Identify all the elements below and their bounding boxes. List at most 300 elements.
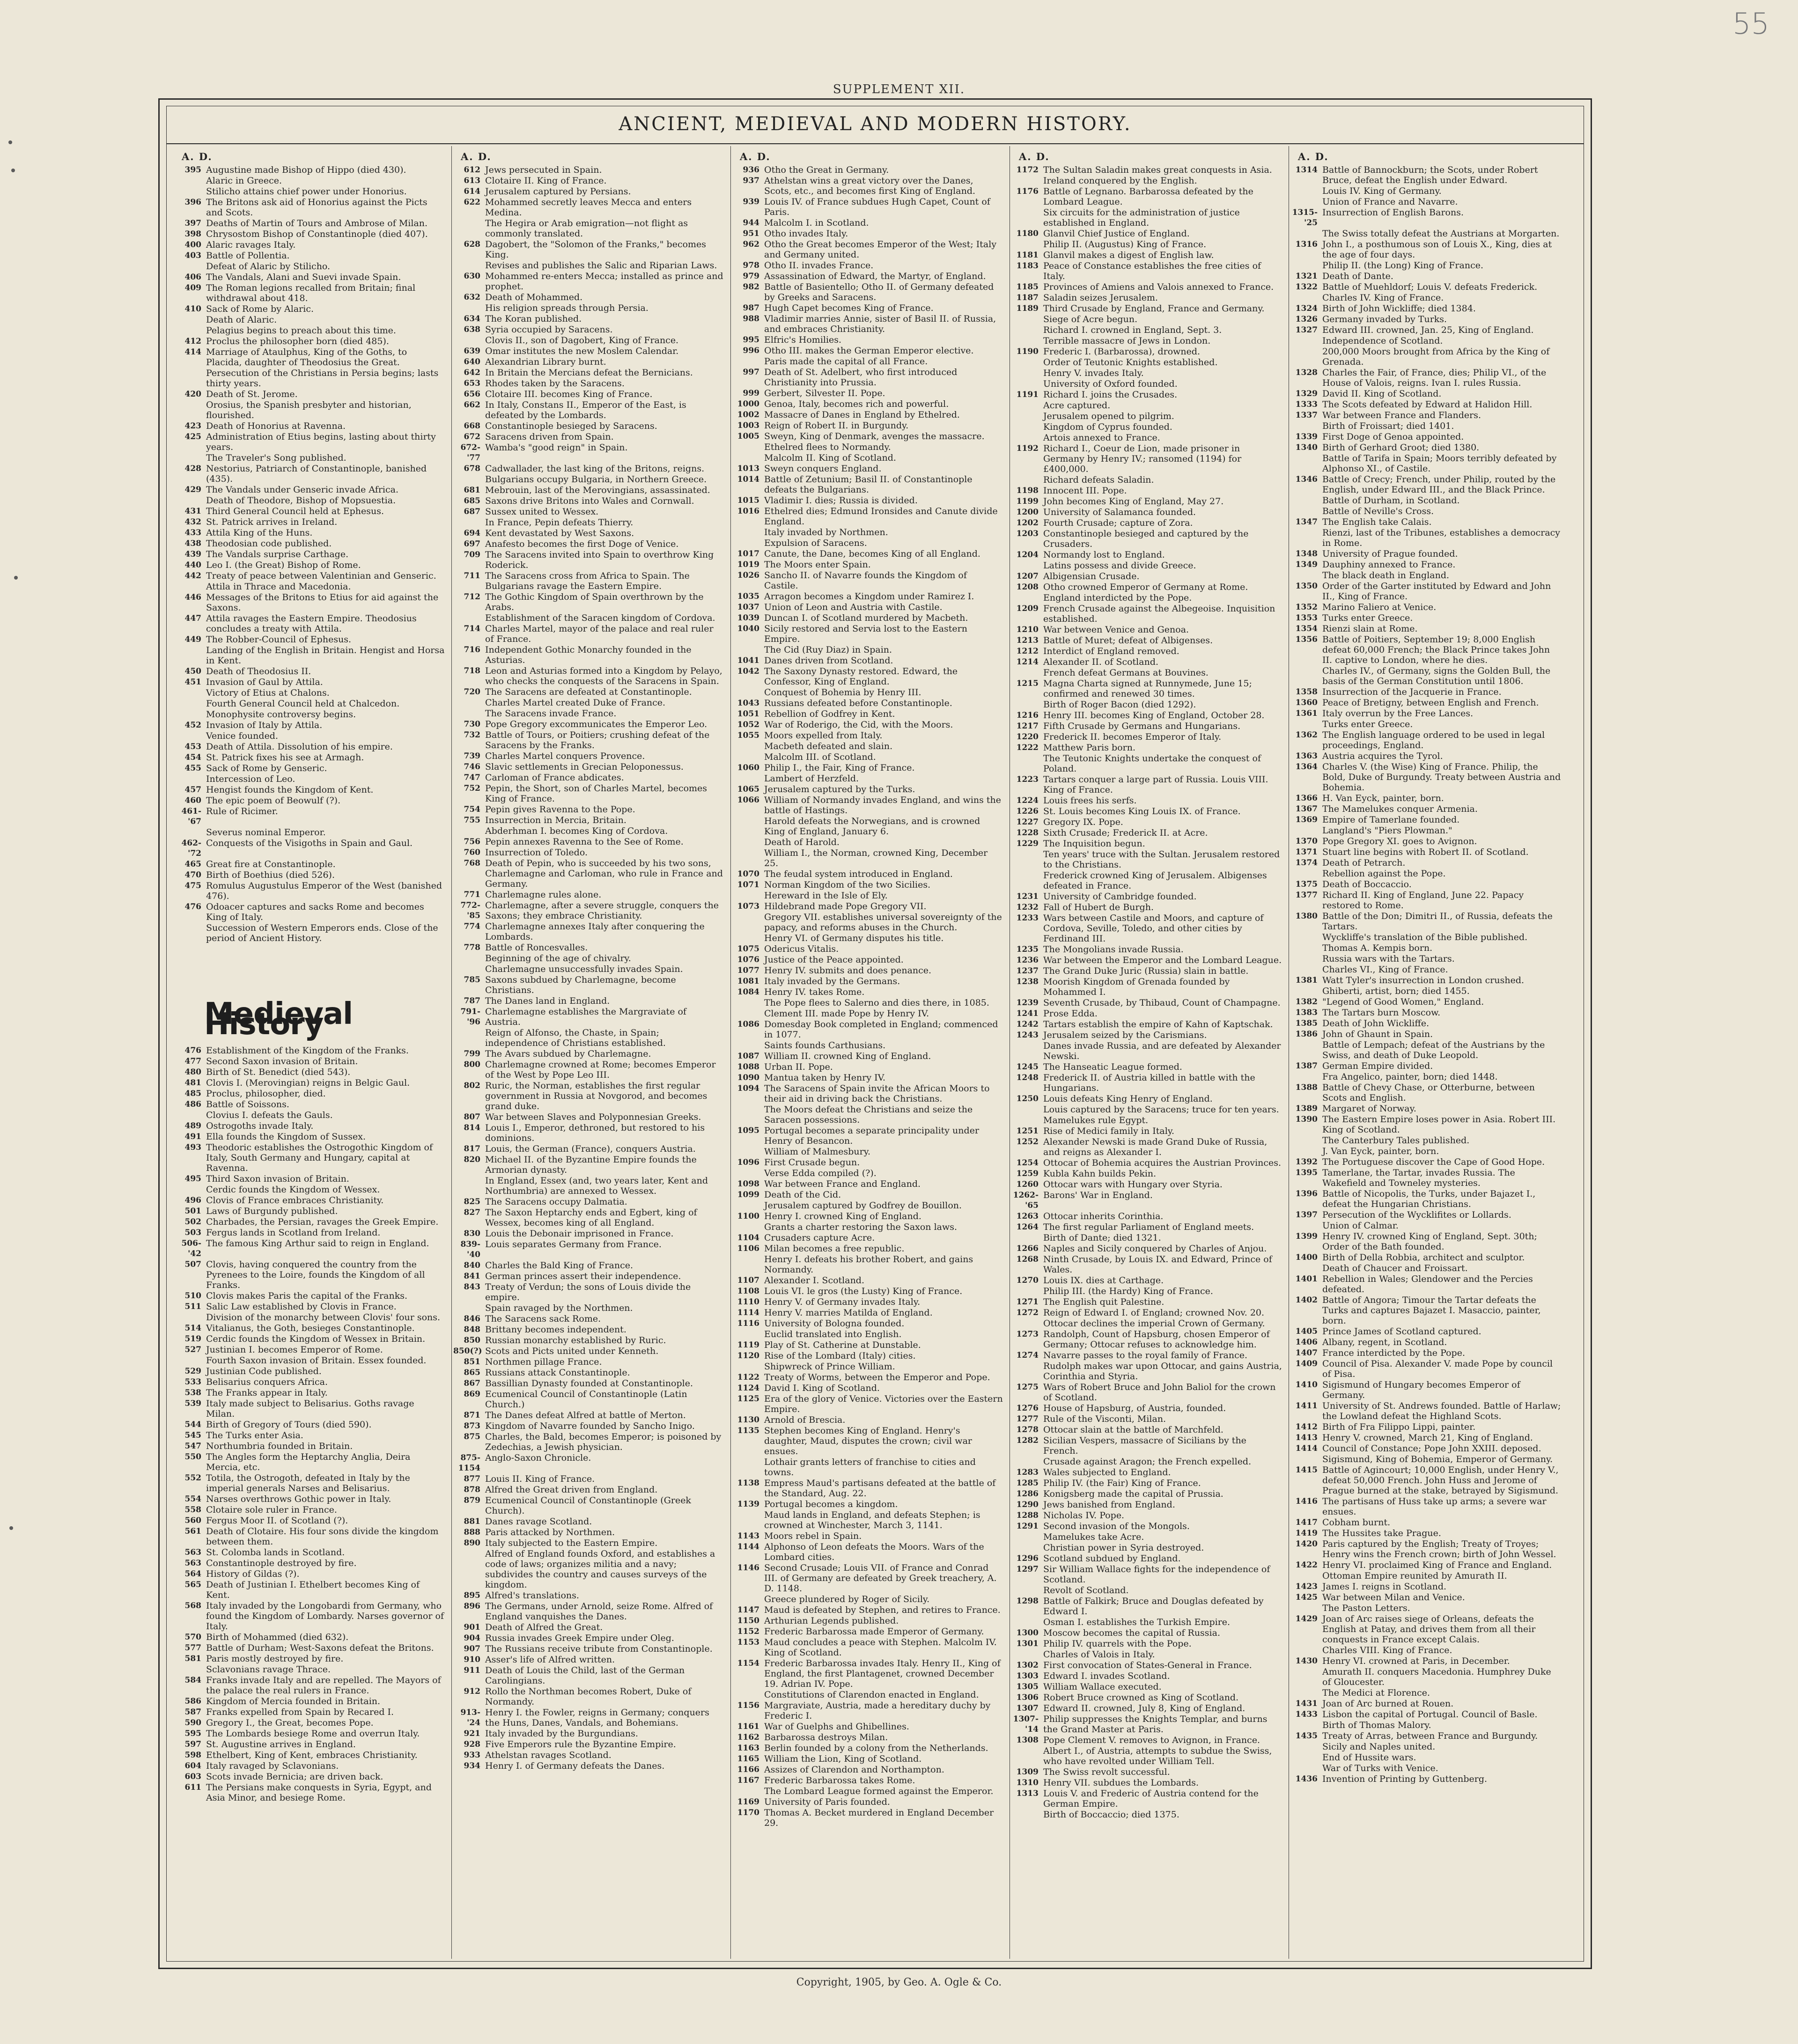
entry-year bbox=[453, 708, 485, 719]
entry-event: Pepin annexes Ravenna to the See of Rome. bbox=[485, 837, 684, 847]
entry-event: Birth of Dante; died 1321. bbox=[1043, 1233, 1161, 1243]
timeline-entry bbox=[1290, 997, 1564, 1007]
entry-event: Battle of Durham; West-Saxons defeat the Britons. bbox=[206, 1643, 434, 1653]
timeline-entry bbox=[453, 496, 727, 506]
entry-year: 1364 bbox=[1295, 762, 1318, 772]
timeline-entry bbox=[453, 1176, 727, 1196]
timeline-entry bbox=[1011, 668, 1285, 678]
entry-year: 1381 bbox=[1295, 976, 1318, 985]
timeline-entry bbox=[732, 869, 1006, 879]
timeline-entry bbox=[453, 1112, 727, 1122]
entry-year: 439 bbox=[184, 550, 201, 559]
timeline-entry bbox=[1011, 560, 1285, 571]
entry-event: Frederick II. becomes Emperor of Italy. bbox=[1043, 732, 1222, 742]
entry-year: 1213 bbox=[1016, 636, 1039, 645]
entry-event: Ottocar wars with Hungary over Styria. bbox=[1043, 1179, 1223, 1190]
timeline-entry bbox=[1290, 1082, 1564, 1103]
entry-event: The famous King Arthur said to reign in England. bbox=[206, 1238, 429, 1249]
entry-event: War between Slaves and Polyponnesian Greeks. bbox=[485, 1112, 701, 1122]
entry-event: Russian monarchy established by Ruric. bbox=[485, 1335, 666, 1346]
entry-event: Birth of John Wickliffe; died 1384. bbox=[1322, 303, 1476, 314]
timeline-entry bbox=[1011, 1767, 1285, 1777]
entry-year: 642 bbox=[464, 368, 480, 377]
timeline-entry bbox=[174, 1750, 448, 1760]
entry-year: 1075 bbox=[737, 944, 759, 954]
entry-event: Abderhman I. becomes King of Cordova. bbox=[485, 826, 668, 836]
timeline-entry bbox=[174, 400, 448, 420]
entry-event: Charlemagne establishes the Margraviate of Austria. bbox=[485, 1007, 686, 1027]
entry-event: Leo I. (the Great) Bishop of Rome. bbox=[206, 560, 361, 570]
entry-year: 420 bbox=[184, 390, 201, 399]
entry-year bbox=[732, 1690, 764, 1700]
timeline-entry bbox=[732, 1361, 1006, 1372]
timeline-entry bbox=[174, 592, 448, 613]
entry-year: 545 bbox=[184, 1431, 201, 1440]
entry-event: Second Crusade; Louis VII. of France and Conrad III. of Germany are defeated by Greek treachery, A. D. 1148. bbox=[764, 1563, 997, 1594]
entry-event: Charles VI., King of France. bbox=[1322, 964, 1448, 975]
entry-event: Jerusalem captured by the Turks. bbox=[764, 784, 915, 794]
timeline-entry bbox=[1011, 303, 1285, 314]
timeline-entry bbox=[732, 442, 1006, 452]
margin-dot bbox=[8, 140, 12, 144]
entry-event: Malcolm III. of Scotland. bbox=[764, 752, 876, 762]
entry-year bbox=[1011, 379, 1043, 389]
column-divider bbox=[451, 146, 452, 1959]
timeline-entry bbox=[1011, 1094, 1285, 1104]
timeline-entry bbox=[174, 859, 448, 869]
entry-year bbox=[732, 1361, 764, 1372]
timeline-entry bbox=[174, 1430, 448, 1441]
entry-event: The Roman legions recalled from Britain; final withdrawal about 418. bbox=[206, 283, 416, 303]
timeline-entry bbox=[732, 1616, 1006, 1626]
entry-year: 995 bbox=[743, 335, 759, 345]
entry-year bbox=[453, 218, 485, 239]
timeline-entry bbox=[1011, 1008, 1285, 1019]
timeline-entry bbox=[1011, 753, 1285, 774]
entry-event: Hengist founds the Kingdom of Kent. bbox=[206, 785, 374, 795]
entry-year: 1286 bbox=[1016, 1489, 1039, 1499]
timeline-entry bbox=[453, 550, 727, 570]
timeline-entry bbox=[453, 1665, 727, 1686]
timeline-entry bbox=[453, 1601, 727, 1622]
entry-year: 820 bbox=[464, 1155, 480, 1164]
entry-year: 1169 bbox=[737, 1797, 759, 1807]
entry-year: 470 bbox=[184, 870, 201, 880]
timeline-entry bbox=[453, 1207, 727, 1228]
timeline-entry bbox=[1011, 1019, 1285, 1029]
entry-year: 988 bbox=[743, 314, 759, 324]
entry-event: Death of Dante. bbox=[1322, 271, 1393, 281]
entry-event: Russians defeated before Constantinople. bbox=[764, 698, 952, 708]
timeline-entry bbox=[174, 1099, 448, 1110]
entry-event: Wars of Robert Bruce and John Baliol for the crown of Scotland. bbox=[1043, 1382, 1276, 1403]
entry-year: 1000 bbox=[737, 399, 759, 409]
entry-year: 550 bbox=[184, 1452, 201, 1462]
entry-event: Russia invades Greek Empire under Oleg. bbox=[485, 1633, 674, 1643]
timeline-entry bbox=[1290, 293, 1564, 303]
entry-event: England interdicted by the Pope. bbox=[1043, 593, 1192, 603]
timeline-entry bbox=[732, 591, 1006, 602]
entry-event: Louis V. and Frederic of Austria contend for the German Empire. bbox=[1043, 1788, 1259, 1809]
timeline-entry bbox=[1011, 1158, 1285, 1168]
entry-event: Philip II. (the Long) King of France. bbox=[1322, 260, 1483, 271]
entry-event: Fergus Moor II. of Scotland (?). bbox=[206, 1515, 348, 1526]
timeline-entry bbox=[1290, 1709, 1564, 1720]
entry-year bbox=[732, 1786, 764, 1796]
timeline-entry bbox=[453, 421, 727, 431]
entry-year bbox=[174, 1312, 206, 1323]
entry-event: Ghiberti, artist, born; died 1455. bbox=[1322, 986, 1470, 996]
timeline-entry bbox=[732, 527, 1006, 537]
entry-year: 921 bbox=[464, 1729, 480, 1738]
timeline-entry bbox=[1290, 260, 1564, 271]
timeline-entry bbox=[174, 229, 448, 239]
entry-event: Clovis, having conquered the country from the Pyrenees to the Loire, founds the Kingdom of all Franks. bbox=[206, 1259, 425, 1290]
entry-event: John becomes King of England, May 27. bbox=[1043, 496, 1224, 507]
entry-event: Clement III. made Pope by Henry IV. bbox=[764, 1008, 929, 1019]
timeline-entry bbox=[453, 1324, 727, 1335]
entry-year: 1143 bbox=[737, 1531, 759, 1541]
timeline-entry bbox=[1011, 176, 1285, 186]
entry-event: Hugh Capet becomes King of France. bbox=[764, 303, 934, 313]
entry-event: Otho the Great becomes Emperor of the West; Italy and Germany united. bbox=[764, 239, 997, 260]
timeline-entry bbox=[453, 890, 727, 900]
entry-event: Scots and Picts united under Kenneth. bbox=[485, 1346, 659, 1356]
entry-event: First convocation of States-General in France. bbox=[1043, 1660, 1252, 1670]
timeline-entry bbox=[1290, 1581, 1564, 1592]
timeline-entry bbox=[174, 1078, 448, 1088]
entry-year: 587 bbox=[184, 1707, 201, 1717]
entry-year: 1235 bbox=[1016, 945, 1039, 954]
timeline-entry bbox=[732, 431, 1006, 441]
timeline-entry bbox=[1011, 1671, 1285, 1681]
entry-year: 787 bbox=[464, 996, 480, 1006]
entry-event: Charles the Fair, of France, dies; Philip VI., of the House of Valois, reigns. Ivan I. rules Russia. bbox=[1322, 368, 1547, 388]
entry-event: The Scots defeated by Edward at Halidon Hill. bbox=[1322, 399, 1533, 410]
entry-year: 1300 bbox=[1016, 1628, 1039, 1638]
entry-year: 547 bbox=[184, 1441, 201, 1451]
entry-year: 1262-'65 bbox=[1013, 1191, 1039, 1210]
entry-year: 638 bbox=[464, 325, 480, 334]
entry-event: Henry V. of Germany invades Italy. bbox=[764, 1297, 921, 1307]
entry-year: 449 bbox=[184, 635, 201, 644]
timeline-entry bbox=[1290, 581, 1564, 602]
entry-event: David II. King of Scotland. bbox=[1322, 389, 1442, 399]
entry-year: 598 bbox=[184, 1750, 201, 1760]
entry-year: 538 bbox=[184, 1388, 201, 1397]
page-corner-number: 55 bbox=[1732, 7, 1769, 41]
entry-year bbox=[1011, 357, 1043, 368]
entry-year bbox=[1290, 1752, 1322, 1763]
entry-event: Pope Gregory excommunicates the Emperor Leo. bbox=[485, 719, 707, 729]
timeline-entry bbox=[732, 1308, 1006, 1318]
entry-year: 1055 bbox=[737, 731, 759, 740]
timeline-entry bbox=[453, 826, 727, 836]
timeline-entry bbox=[732, 1626, 1006, 1637]
entry-year: 1263 bbox=[1016, 1212, 1039, 1221]
timeline-entry bbox=[1290, 751, 1564, 761]
entry-year: 1165 bbox=[737, 1754, 759, 1764]
entry-event: Intercession of Leo. bbox=[206, 774, 295, 784]
entry-year: 1150 bbox=[737, 1616, 759, 1625]
entry-year: 1329 bbox=[1295, 389, 1318, 398]
timeline-entry bbox=[1011, 1456, 1285, 1467]
timeline-entry bbox=[732, 965, 1006, 976]
timeline-entry bbox=[1290, 1007, 1564, 1018]
timeline-entry bbox=[1011, 1126, 1285, 1136]
entry-year bbox=[732, 1200, 764, 1211]
timeline-entry bbox=[732, 228, 1006, 239]
entry-year: 1414 bbox=[1295, 1444, 1318, 1453]
entry-event: Italy invaded by the Germans. bbox=[764, 976, 900, 986]
entry-event: Wales subjected to England. bbox=[1043, 1467, 1171, 1478]
entry-event: War between the Emperor and the Lombard League. bbox=[1043, 955, 1282, 965]
entry-event: Attila ravages the Eastern Empire. Theodosius concludes a treaty with Attila. bbox=[206, 613, 417, 634]
timeline-entry bbox=[1011, 1809, 1285, 1820]
timeline-entry bbox=[732, 197, 1006, 217]
entry-event: Philip I., the Fair, King of France. bbox=[764, 763, 915, 773]
entry-year: 1162 bbox=[737, 1733, 759, 1742]
entry-year bbox=[1290, 1571, 1322, 1581]
entry-year: 1104 bbox=[737, 1233, 759, 1243]
timeline-entry bbox=[1290, 815, 1564, 825]
timeline-entry bbox=[1290, 389, 1564, 399]
entry-year: 1199 bbox=[1016, 497, 1039, 506]
entry-event: Barbarossa destroys Milan. bbox=[764, 1732, 888, 1743]
entry-year bbox=[732, 837, 764, 847]
entry-event: Bulgarians occupy Bulgaria, in Northern Greece. bbox=[485, 474, 707, 485]
entry-event: Venice founded. bbox=[206, 731, 279, 741]
entry-event: Norman Kingdom of the two Sicilies. bbox=[764, 880, 931, 890]
timeline-entry bbox=[174, 1056, 448, 1066]
timeline-entry bbox=[1011, 625, 1285, 635]
timeline-entry bbox=[1290, 687, 1564, 697]
timeline-entry bbox=[453, 762, 727, 772]
entry-event: Persecution of the Wycklifites or Lollards. bbox=[1322, 1210, 1511, 1220]
entry-year bbox=[1011, 1809, 1043, 1820]
entry-year bbox=[1011, 475, 1043, 485]
entry-year bbox=[1290, 1454, 1322, 1464]
timeline-entry bbox=[1290, 528, 1564, 548]
entry-year: 502 bbox=[184, 1217, 201, 1227]
entry-event: Wamba's "good reign" in Spain. bbox=[485, 442, 628, 453]
entry-event: Prose Edda. bbox=[1043, 1008, 1098, 1019]
entry-year: 718 bbox=[464, 666, 480, 676]
entry-event: The Moors defeat the Christians and seize the Saracen possessions. bbox=[764, 1104, 973, 1125]
entries bbox=[453, 165, 727, 1771]
entry-year: 533 bbox=[184, 1377, 201, 1387]
timeline-entry bbox=[1290, 1603, 1564, 1613]
entry-year bbox=[453, 953, 485, 963]
entry-event: Italy subjected to the Eastern Empire. bbox=[485, 1538, 658, 1548]
timeline-entry bbox=[174, 1558, 448, 1568]
entry-event: The Turks enter Asia. bbox=[206, 1430, 303, 1441]
timeline-entry bbox=[732, 506, 1006, 527]
entry-year: 771 bbox=[464, 890, 480, 899]
entry-year: 561 bbox=[184, 1527, 201, 1536]
timeline-entry bbox=[174, 1718, 448, 1728]
entry-year: 1144 bbox=[737, 1542, 759, 1551]
timeline-entry bbox=[453, 1197, 727, 1207]
entry-year bbox=[732, 1008, 764, 1019]
timeline-entry bbox=[732, 1510, 1006, 1530]
entry-event: Rule of Ricimer. bbox=[206, 806, 278, 816]
entry-event: Saxons drive Britons into Wales and Cornwall. bbox=[485, 496, 694, 506]
entry-event: Ottoman Empire reunited by Amurath II. bbox=[1322, 1571, 1507, 1581]
entry-year bbox=[1011, 849, 1043, 870]
entry-year bbox=[1290, 943, 1322, 953]
entry-year: 1013 bbox=[737, 464, 759, 473]
timeline-entry bbox=[453, 1260, 727, 1271]
entry-year: 1209 bbox=[1016, 604, 1039, 613]
timeline-entry bbox=[732, 837, 1006, 847]
entry-event: Glanvil makes a digest of English law. bbox=[1043, 250, 1214, 260]
entry-year bbox=[1011, 1115, 1043, 1125]
timeline-entry bbox=[1290, 836, 1564, 846]
timeline-entry bbox=[1290, 1380, 1564, 1400]
entry-event: Lisbon the capital of Portugal. Council of Basle. bbox=[1322, 1709, 1538, 1720]
entry-year: 1356 bbox=[1295, 635, 1318, 644]
entry-event: Glanvil Chief Justice of England. bbox=[1043, 228, 1190, 239]
entry-event: Danes ravage Scotland. bbox=[485, 1516, 592, 1527]
entry-year: 1005 bbox=[737, 432, 759, 441]
entry-event: Ottocar declines the imperial Crown of Germany. bbox=[1043, 1318, 1265, 1329]
entry-event: The English take Calais. bbox=[1322, 517, 1432, 527]
entry-event: The Hegira or Arab emigration—not flight as commonly translated. bbox=[485, 218, 688, 239]
timeline-entry bbox=[732, 1499, 1006, 1509]
entry-year: 613 bbox=[464, 176, 480, 185]
entry-year: 450 bbox=[184, 667, 201, 676]
entry-year: 1217 bbox=[1016, 721, 1039, 731]
entry-event: Attila in Thrace and Macedonia. bbox=[206, 581, 351, 592]
timeline-entry bbox=[1290, 1752, 1564, 1763]
entry-event: Union of Calmar. bbox=[1322, 1221, 1399, 1231]
entry-event: Italy overrun by the Free Lances. bbox=[1322, 708, 1474, 719]
entry-event: Athelstan ravages Scotland. bbox=[485, 1750, 612, 1760]
timeline-entry bbox=[1011, 828, 1285, 838]
entry-year: 496 bbox=[184, 1196, 201, 1205]
entry-event: Henry V. marries Matilda of England. bbox=[764, 1308, 933, 1318]
timeline-entry bbox=[732, 176, 1006, 196]
timeline-entry bbox=[1011, 891, 1285, 902]
entry-year bbox=[732, 1104, 764, 1125]
timeline-entry bbox=[732, 816, 1006, 837]
entry-year: 1402 bbox=[1295, 1295, 1318, 1305]
timeline-entry bbox=[453, 751, 727, 761]
entry-year bbox=[1011, 1649, 1043, 1660]
timeline-entry bbox=[174, 240, 448, 250]
timeline-entry bbox=[453, 1516, 727, 1527]
entry-year: 662 bbox=[464, 400, 480, 410]
entry-year: 685 bbox=[464, 496, 480, 506]
entry-year: 1315-'25 bbox=[1292, 208, 1318, 228]
timeline-entry bbox=[1011, 1788, 1285, 1809]
entry-event: Administration of Etius begins, lasting about thirty years. bbox=[206, 432, 436, 452]
timeline-entry bbox=[1011, 390, 1285, 400]
timeline-entry bbox=[174, 176, 448, 186]
timeline-entry bbox=[453, 1527, 727, 1537]
timeline-entry bbox=[1011, 593, 1285, 603]
entry-year: 1153 bbox=[737, 1638, 759, 1647]
entry-event: Sack of Rome by Genseric. bbox=[206, 763, 327, 773]
entry-event: Bassillian Dynasty founded at Constantinople. bbox=[485, 1378, 693, 1389]
entry-year: 1327 bbox=[1295, 325, 1318, 335]
entry-event: Insurrection in Mercia, Britain. bbox=[485, 815, 626, 825]
entry-event: Siege of Acre begun. bbox=[1043, 314, 1138, 324]
entry-event: Otho III. makes the German Emperor elective. bbox=[764, 346, 974, 356]
timeline-entry bbox=[732, 784, 1006, 794]
timeline-entry bbox=[1011, 186, 1285, 207]
timeline-entry bbox=[1011, 1585, 1285, 1595]
timeline-entry bbox=[174, 1526, 448, 1547]
timeline-entry bbox=[453, 517, 727, 528]
timeline-entry bbox=[1290, 549, 1564, 559]
entry-event: 200,000 Moors brought from Africa by the King of Grenada. bbox=[1322, 346, 1550, 367]
entry-year: 1301 bbox=[1016, 1639, 1039, 1648]
timeline-entry bbox=[732, 1658, 1006, 1689]
entry-year bbox=[732, 1168, 764, 1178]
timeline-entry bbox=[1290, 1667, 1564, 1687]
entry-year: 398 bbox=[184, 229, 201, 239]
entry-year: 1243 bbox=[1016, 1030, 1039, 1040]
entry-event: Harold defeats the Norwegians, and is crowned King of England, January 6. bbox=[764, 816, 980, 837]
entry-year bbox=[1290, 1135, 1322, 1146]
entry-event: German princes assert their independence. bbox=[485, 1271, 681, 1281]
entry-event: Naples and Sicily conquered by Charles of Anjou. bbox=[1043, 1243, 1267, 1254]
entry-event: Ostrogoths invade Italy. bbox=[206, 1121, 314, 1131]
timeline-entry bbox=[174, 453, 448, 463]
entry-year: 397 bbox=[184, 219, 201, 228]
entry-event: Nestorius, Patriarch of Constantinople, banished (435). bbox=[206, 463, 427, 484]
entry-event: Barons' War in England. bbox=[1043, 1190, 1153, 1200]
timeline-entry bbox=[1011, 721, 1285, 731]
entry-year: 477 bbox=[184, 1057, 201, 1066]
entry-year: 1120 bbox=[737, 1351, 759, 1360]
entry-event: Philip III. (the Hardy) King of France. bbox=[1043, 1286, 1213, 1296]
entry-year: 1298 bbox=[1016, 1596, 1039, 1606]
entry-event: Clotaire II. King of France. bbox=[485, 176, 607, 186]
entry-year: 612 bbox=[464, 165, 480, 175]
timeline-entry bbox=[1290, 1135, 1564, 1146]
entry-year: 630 bbox=[464, 272, 480, 281]
entry-event: The Traveler's Song published. bbox=[206, 453, 346, 463]
timeline-entry bbox=[1011, 1233, 1285, 1243]
entry-year: 714 bbox=[464, 624, 480, 633]
entry-event: Sigismund, King of Bohemia, Emperor of Germany. bbox=[1322, 1454, 1553, 1464]
timeline-entry bbox=[1011, 1073, 1285, 1093]
entry-event: Saladin seizes Jerusalem. bbox=[1043, 293, 1158, 303]
entry-year: 1232 bbox=[1016, 903, 1039, 912]
entry-year: 1239 bbox=[1016, 998, 1039, 1007]
entry-event: Second invasion of the Mongols. bbox=[1043, 1521, 1190, 1531]
entry-year: 996 bbox=[743, 346, 759, 355]
timeline-entry bbox=[174, 1441, 448, 1451]
timeline-entry bbox=[174, 1696, 448, 1706]
entry-event: Louis captured by the Saracens; truce for ten years. bbox=[1043, 1104, 1279, 1115]
entry-year: 754 bbox=[464, 805, 480, 814]
entry-event: The Tartars burn Moscow. bbox=[1322, 1007, 1441, 1018]
entry-event: Gregory I., the Great, becomes Pope. bbox=[206, 1718, 374, 1728]
timeline-entry bbox=[732, 1329, 1006, 1339]
entry-event: The Hanseatic League formed. bbox=[1043, 1062, 1182, 1072]
entry-event: Elfric's Homilies. bbox=[764, 335, 842, 345]
timeline-entry bbox=[174, 1728, 448, 1739]
entry-year: 1399 bbox=[1295, 1232, 1318, 1241]
timeline-entry bbox=[1290, 1029, 1564, 1039]
entry-year: 774 bbox=[464, 922, 480, 931]
entry-year bbox=[732, 687, 764, 698]
entry-year: 475 bbox=[184, 881, 201, 890]
